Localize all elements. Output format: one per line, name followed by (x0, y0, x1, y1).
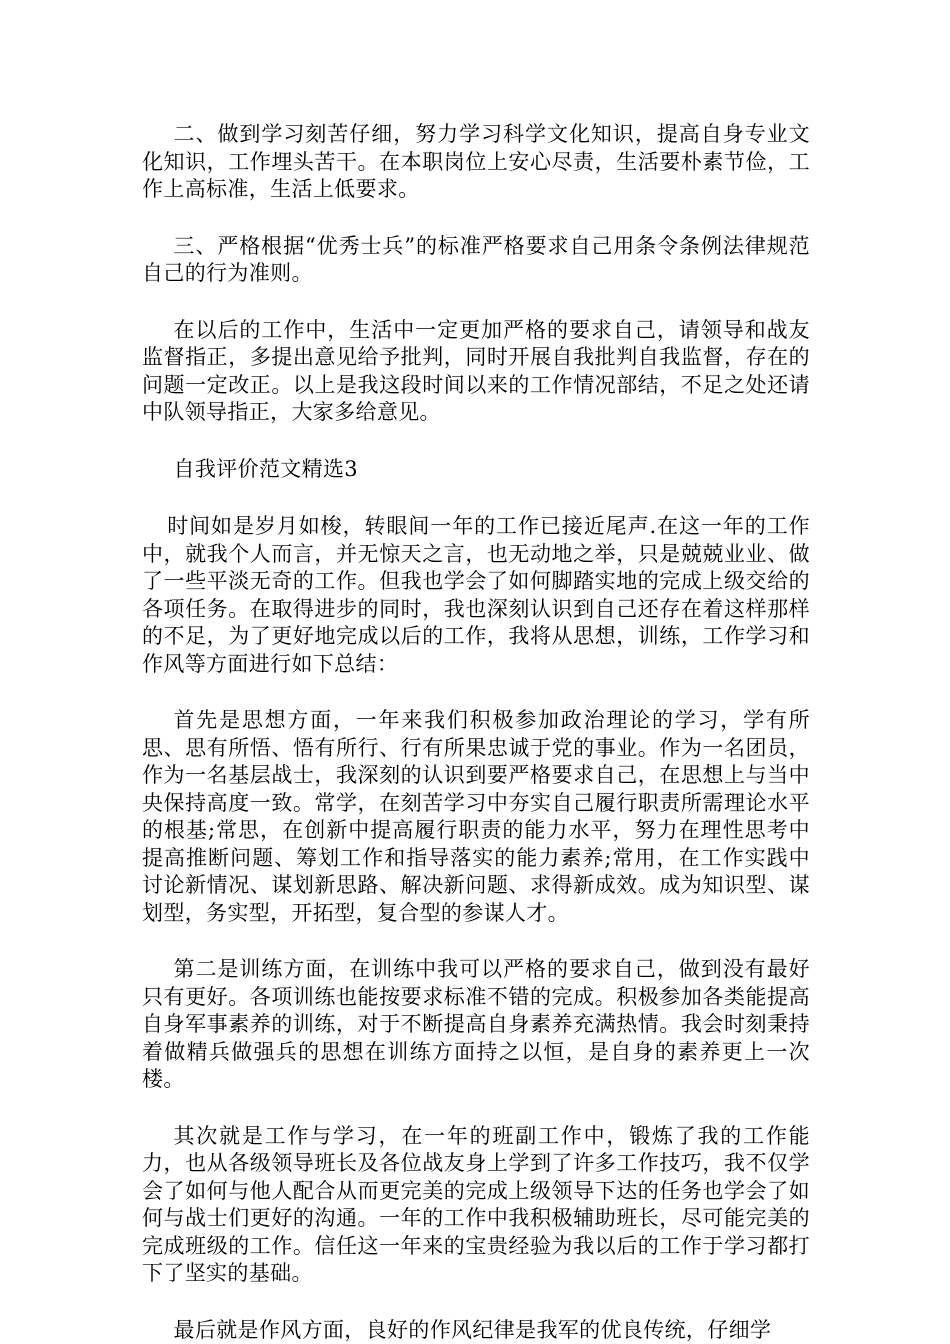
paragraph-future-commitment: 在以后的工作中，生活中一定更加严格的要求自己，请领导和战友监督指正，多提出意见给予批判，同时开展自我批判自我监督，存在的问题一定改正。以上是我这段时间以来的工作情况部结，不足之处还请中队领导指正，大家多给意见。 (142, 317, 810, 424)
paragraph-year-summary-intro: 时间如是岁月如梭，转眼间一年的工作已接近尾声.在这一年的工作中，就我个人而言，并无惊天之言，也无动地之举，只是兢兢业业、做了一些平淡无奇的工作。但我也学会了如何脚踏实地的完成上级交给的各项任务。在取得进步的同时，我也深刻认识到自己还存在着这样那样的不足，为了更好地完成以后的工作，我将从思想，训练，工作学习和作风等方面进行如下总结： (142, 514, 810, 676)
paragraph-work-and-study: 其次就是工作与学习，在一年的班副工作中，锻炼了我的工作能力，也从各级领导班长及各位战友身上学到了许多工作技巧，我不仅学会了如何与他人配合从而更完美的完成上级领导下达的任务也学会了如何与战士们更好的沟通。一年的工作中我积极辅助班长，尽可能完美的完成班级的工作。信任这一年来的宝贵经验为我以后的工作于学习都打下了坚实的基础。 (142, 1123, 810, 1285)
paragraph-ideology: 首先是思想方面，一年来我们积极参加政治理论的学习，学有所思、思有所悟、悟有所行、行有所果忠诚于党的事业。作为一名团员，作为一名基层战士，我深刻的认识到要严格要求自己，在思想上与当中央保持高度一致。常学，在刻苦学习中夯实自己履行职责所需理论水平的根基;常思，在创新中提高履行职责的能力水平，努力在理性思考中提高推断问题、筹划工作和指导落实的能力素养;常用，在工作实践中讨论新情况、谋划新思路、解决新问题、求得新成效。成为知识型、谋划型，务实型，开拓型，复合型的参谋人才。 (142, 708, 810, 925)
paragraph-excellent-soldier-standard: 三、严格根据“优秀士兵”的标准严格要求自己用条令条例法律规范自己的行为准则。 (142, 233, 810, 285)
paragraph-work-style: 最后就是作风方面，良好的作风纪律是我军的优良传统，仔细学 (173, 1317, 772, 1342)
document-body (142, 121, 810, 1344)
paragraph-training: 第二是训练方面，在训练中我可以严格的要求自己，做到没有最好只有更好。各项训练也能按要求标准不错的完成。积极参加各类能提高自身军事素养的训练，对于不断提高自身素养充满热情。我会时刻秉持着做精兵做强兵的思想在训练方面持之以恒，是自身的素养更上一次楼。 (142, 957, 810, 1091)
paragraph-diligent-study: 二、做到学习刻苦仔细，努力学习科学文化知识，提高自身专业文化知识，工作埋头苦干。在本职岗位上安心尽责，生活要朴素节俭，工作上高标准，生活上低要求。 (142, 122, 810, 201)
section-heading: 自我评价范文精选3 (173, 456, 359, 481)
